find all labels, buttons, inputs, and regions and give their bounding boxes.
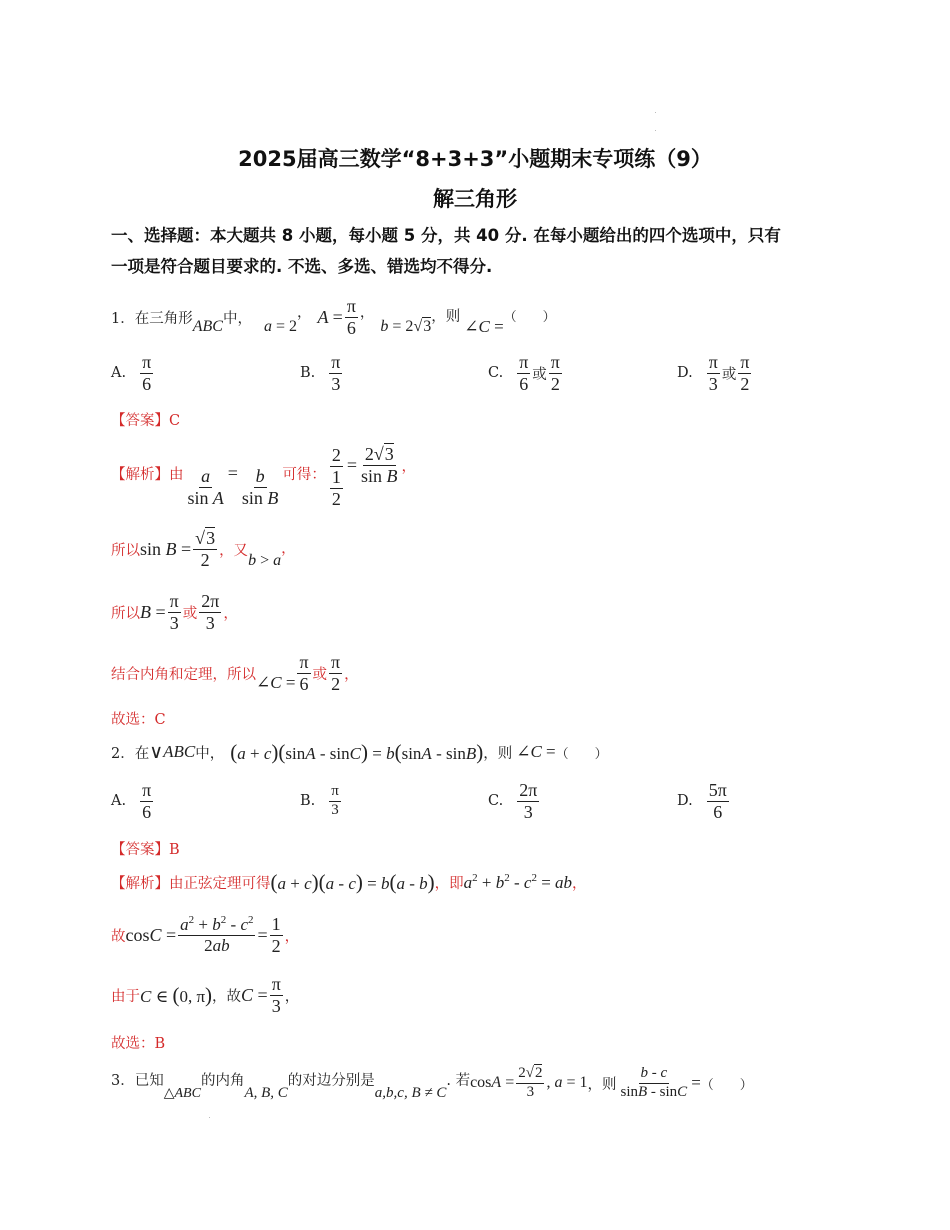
fraction: $\frac{\pi}{3}$ <box>271 973 281 1016</box>
text: 或 <box>532 366 547 383</box>
fraction: $\frac{√3}{2}$ <box>195 527 216 570</box>
triangle-symbol: ∨ <box>149 741 164 763</box>
fraction: $\frac{\pi}{3}$ <box>331 351 341 394</box>
fraction: $\frac{\pi}{3}$ <box>169 590 179 633</box>
text: 中， <box>222 310 252 327</box>
text: 可得： <box>282 467 326 483</box>
text: 由于 <box>111 988 140 1005</box>
analysis-1-line3: 所以 B = $\frac{\pi}{3}$ 或 $\frac{2\pi}{3}$ ， <box>111 590 238 633</box>
math-expr: C ∈ (0, π) <box>140 982 213 1007</box>
fraction: $\frac{5\pi}{6}$ <box>708 779 727 822</box>
option-a[interactable] <box>111 350 155 396</box>
analysis-1-line4: 结合内角和定理，所以 ∠C = $\frac{\pi}{6}$ 或 $\frac{\pi}{2}$ ， <box>111 651 359 694</box>
text: 由正弦定理可得 <box>169 875 271 892</box>
math-expr: (a + c)(sinA - sinC) = b(sinA - sinB) <box>230 739 484 764</box>
section-heading-line1: 一、选择题：本大题共 8 小题，每小题 5 分，共 40 分. 在每小题给出的四个选项中，只有 <box>111 226 781 245</box>
option-d[interactable] <box>677 350 753 396</box>
option-label: B. <box>300 793 316 809</box>
speck <box>655 112 656 113</box>
option-c[interactable] <box>488 350 564 396</box>
fraction: $\frac{b - c}{\sin B - \sin C}$ <box>620 1064 688 1100</box>
answer-blank: （ ） <box>503 309 556 325</box>
final-choice-2: 故选：B <box>111 1036 166 1052</box>
answer-1 <box>111 409 180 430</box>
text: ，又 <box>219 542 249 559</box>
text: 中， <box>195 745 225 762</box>
fraction: $\frac{\pi}{6}$ <box>142 779 152 822</box>
analysis-2-line1: 【解析】 由正弦定理可得 (a + c)(a - c) = b(a - b) ，即 $a^2 + b^2 - c^2$ = ab ， <box>111 869 587 894</box>
text: 结合内角和定理，所以 <box>111 666 256 683</box>
answer-value: B <box>169 842 180 858</box>
analysis-1-line1: 【解析】 由 $\frac{a}{\text{sin A}}$ = $\frac{b}{\text{sin B}}$ 可得： $\frac{2}{\frac{1}{2}}$ = $\frac{2√3}{\text{sin B}}$ ， <box>111 444 417 509</box>
final-choice-1: 故选：C <box>111 712 166 728</box>
question-2-number: 2．在 <box>111 745 150 762</box>
text: 由 <box>169 467 184 483</box>
math-expr: ∠C = <box>256 673 296 692</box>
text: ，则 <box>587 1076 617 1093</box>
option-b[interactable] <box>300 778 343 824</box>
text: . 若 <box>446 1072 471 1089</box>
option-b[interactable] <box>300 350 344 396</box>
text: 或 <box>721 366 737 383</box>
text: ，则 <box>431 308 461 325</box>
option-label: B. <box>300 365 316 381</box>
question-3-number: 3．已知 <box>111 1072 164 1089</box>
text: 或 <box>312 666 328 683</box>
analysis-1-line2: 所以 sin B = $\frac{√3}{2}$ ，又 b > a ， <box>111 527 296 570</box>
text: 或 <box>182 605 198 622</box>
math-expr: b = 2√3 <box>380 318 432 335</box>
answer-value: C <box>169 413 181 429</box>
text: 故 <box>111 928 126 945</box>
analysis-2-line3: 由于 C ∈ (0, π) ，故 C = $\frac{\pi}{3}$ ， <box>111 973 300 1016</box>
fraction: $\frac{\pi}{2}$ <box>740 351 750 394</box>
text: 所以 <box>111 542 140 559</box>
fraction: $\frac{\pi}{6}$ <box>142 351 152 394</box>
option-label: A. <box>111 365 127 381</box>
math-expr: ∠C = <box>516 742 556 761</box>
analysis-label: 【解析】 <box>111 467 169 483</box>
option-c[interactable] <box>488 778 541 824</box>
text: ，即 <box>434 875 464 892</box>
fraction: $\frac{2√3}{\text{sin B}}$ <box>361 444 398 486</box>
fraction: $\frac{b}{\text{sin B}}$ <box>241 466 279 508</box>
math-expr: A = <box>317 306 343 327</box>
answer-blank: （ ） <box>700 1077 753 1093</box>
page-subtitle: 解三角形 <box>433 187 517 211</box>
math-expr: (a + c)(a - c) = b(a - b) <box>270 869 435 894</box>
analysis-2-line2: 故 cosC = $\frac{a^2 + b^2 - c^2}{2ab}$ = $\frac{1}{2}$ ， <box>111 913 300 956</box>
compound-fraction: $\frac{2}{\frac{1}{2}}$ <box>331 445 341 509</box>
speck <box>209 1117 210 1118</box>
option-label: C. <box>488 365 504 381</box>
math-expr: $a^2 + b^2 - c^2$ = ab <box>463 871 573 892</box>
text: 的内角 <box>200 1072 245 1089</box>
text: 的对边分别是 <box>287 1072 375 1089</box>
fraction: $\frac{1}{2}$ <box>271 913 281 956</box>
fraction: $\frac{\pi}{3}$ <box>708 351 718 394</box>
page-title: 2025届高三数学“8+3+3”小题期末专项练（9） <box>238 147 712 171</box>
fraction: $\frac{a^2 + b^2 - c^2}{2ab}$ <box>180 914 254 955</box>
question-1: 1．在三角形 ABC 中， a = 2 ， A = $\frac{\pi}{6}$ ， b = 2√3 ，则 ∠C = （ ） <box>111 295 556 338</box>
question-1-number: 1．在三角形 <box>111 310 193 327</box>
fraction: $\frac{2\pi}{3}$ <box>201 590 220 633</box>
text: 所以 <box>111 605 140 622</box>
option-label: A. <box>111 793 127 809</box>
option-label: D. <box>677 793 693 809</box>
option-d[interactable] <box>677 778 731 824</box>
text: ，则 <box>483 745 513 762</box>
math-expr: ∠C = <box>464 317 504 336</box>
angles: A, B, C <box>244 1084 288 1101</box>
answer-label: 【答案】 <box>111 413 169 429</box>
option-label: C. <box>488 793 504 809</box>
math-expr: a = 2 <box>263 318 297 335</box>
option-label: D. <box>677 365 693 381</box>
answer-blank: （ ） <box>555 746 608 762</box>
answer-label: 【答案】 <box>111 842 169 858</box>
section-heading-line2: 一项是符合题目要求的. 不选、多选、错选均不得分. <box>111 257 493 276</box>
text: ，故 <box>212 988 242 1005</box>
fraction: $\frac{2\pi}{3}$ <box>519 779 538 822</box>
analysis-label: 【解析】 <box>111 875 169 892</box>
option-a[interactable] <box>111 778 155 824</box>
triangle-name: ABC <box>192 318 223 335</box>
fraction: $\frac{\pi}{3}$ <box>331 782 339 818</box>
question-2 <box>111 734 608 770</box>
sides-condition: a,b,c, B ≠ C <box>374 1084 447 1101</box>
fraction: $\frac{\pi}{6}$ <box>299 651 309 694</box>
question-3: 3．已知 △ABC 的内角 A, B, C 的对边分别是 a,b,c, B ≠ C . 若 cosA = $\frac{2√2}{3}$ , a = 1 ，则 $\frac{b - c}{\sin B - \sin C}$ = （ ） <box>111 1064 753 1101</box>
fraction: $\frac{\pi}{6}$ <box>519 351 529 394</box>
math-expr: b > a <box>248 552 282 569</box>
triangle-name: ABC <box>163 742 196 761</box>
triangle-name: △ABC <box>163 1085 201 1101</box>
fraction: $\frac{\pi}{6}$ <box>346 295 356 338</box>
fraction: $\frac{a}{\text{sin A}}$ <box>187 466 224 508</box>
fraction: $\frac{2√2}{3}$ <box>518 1064 543 1100</box>
answer-2 <box>111 838 180 859</box>
speck <box>655 130 656 131</box>
fraction: $\frac{\pi}{2}$ <box>550 351 560 394</box>
fraction: $\frac{\pi}{2}$ <box>331 651 341 694</box>
